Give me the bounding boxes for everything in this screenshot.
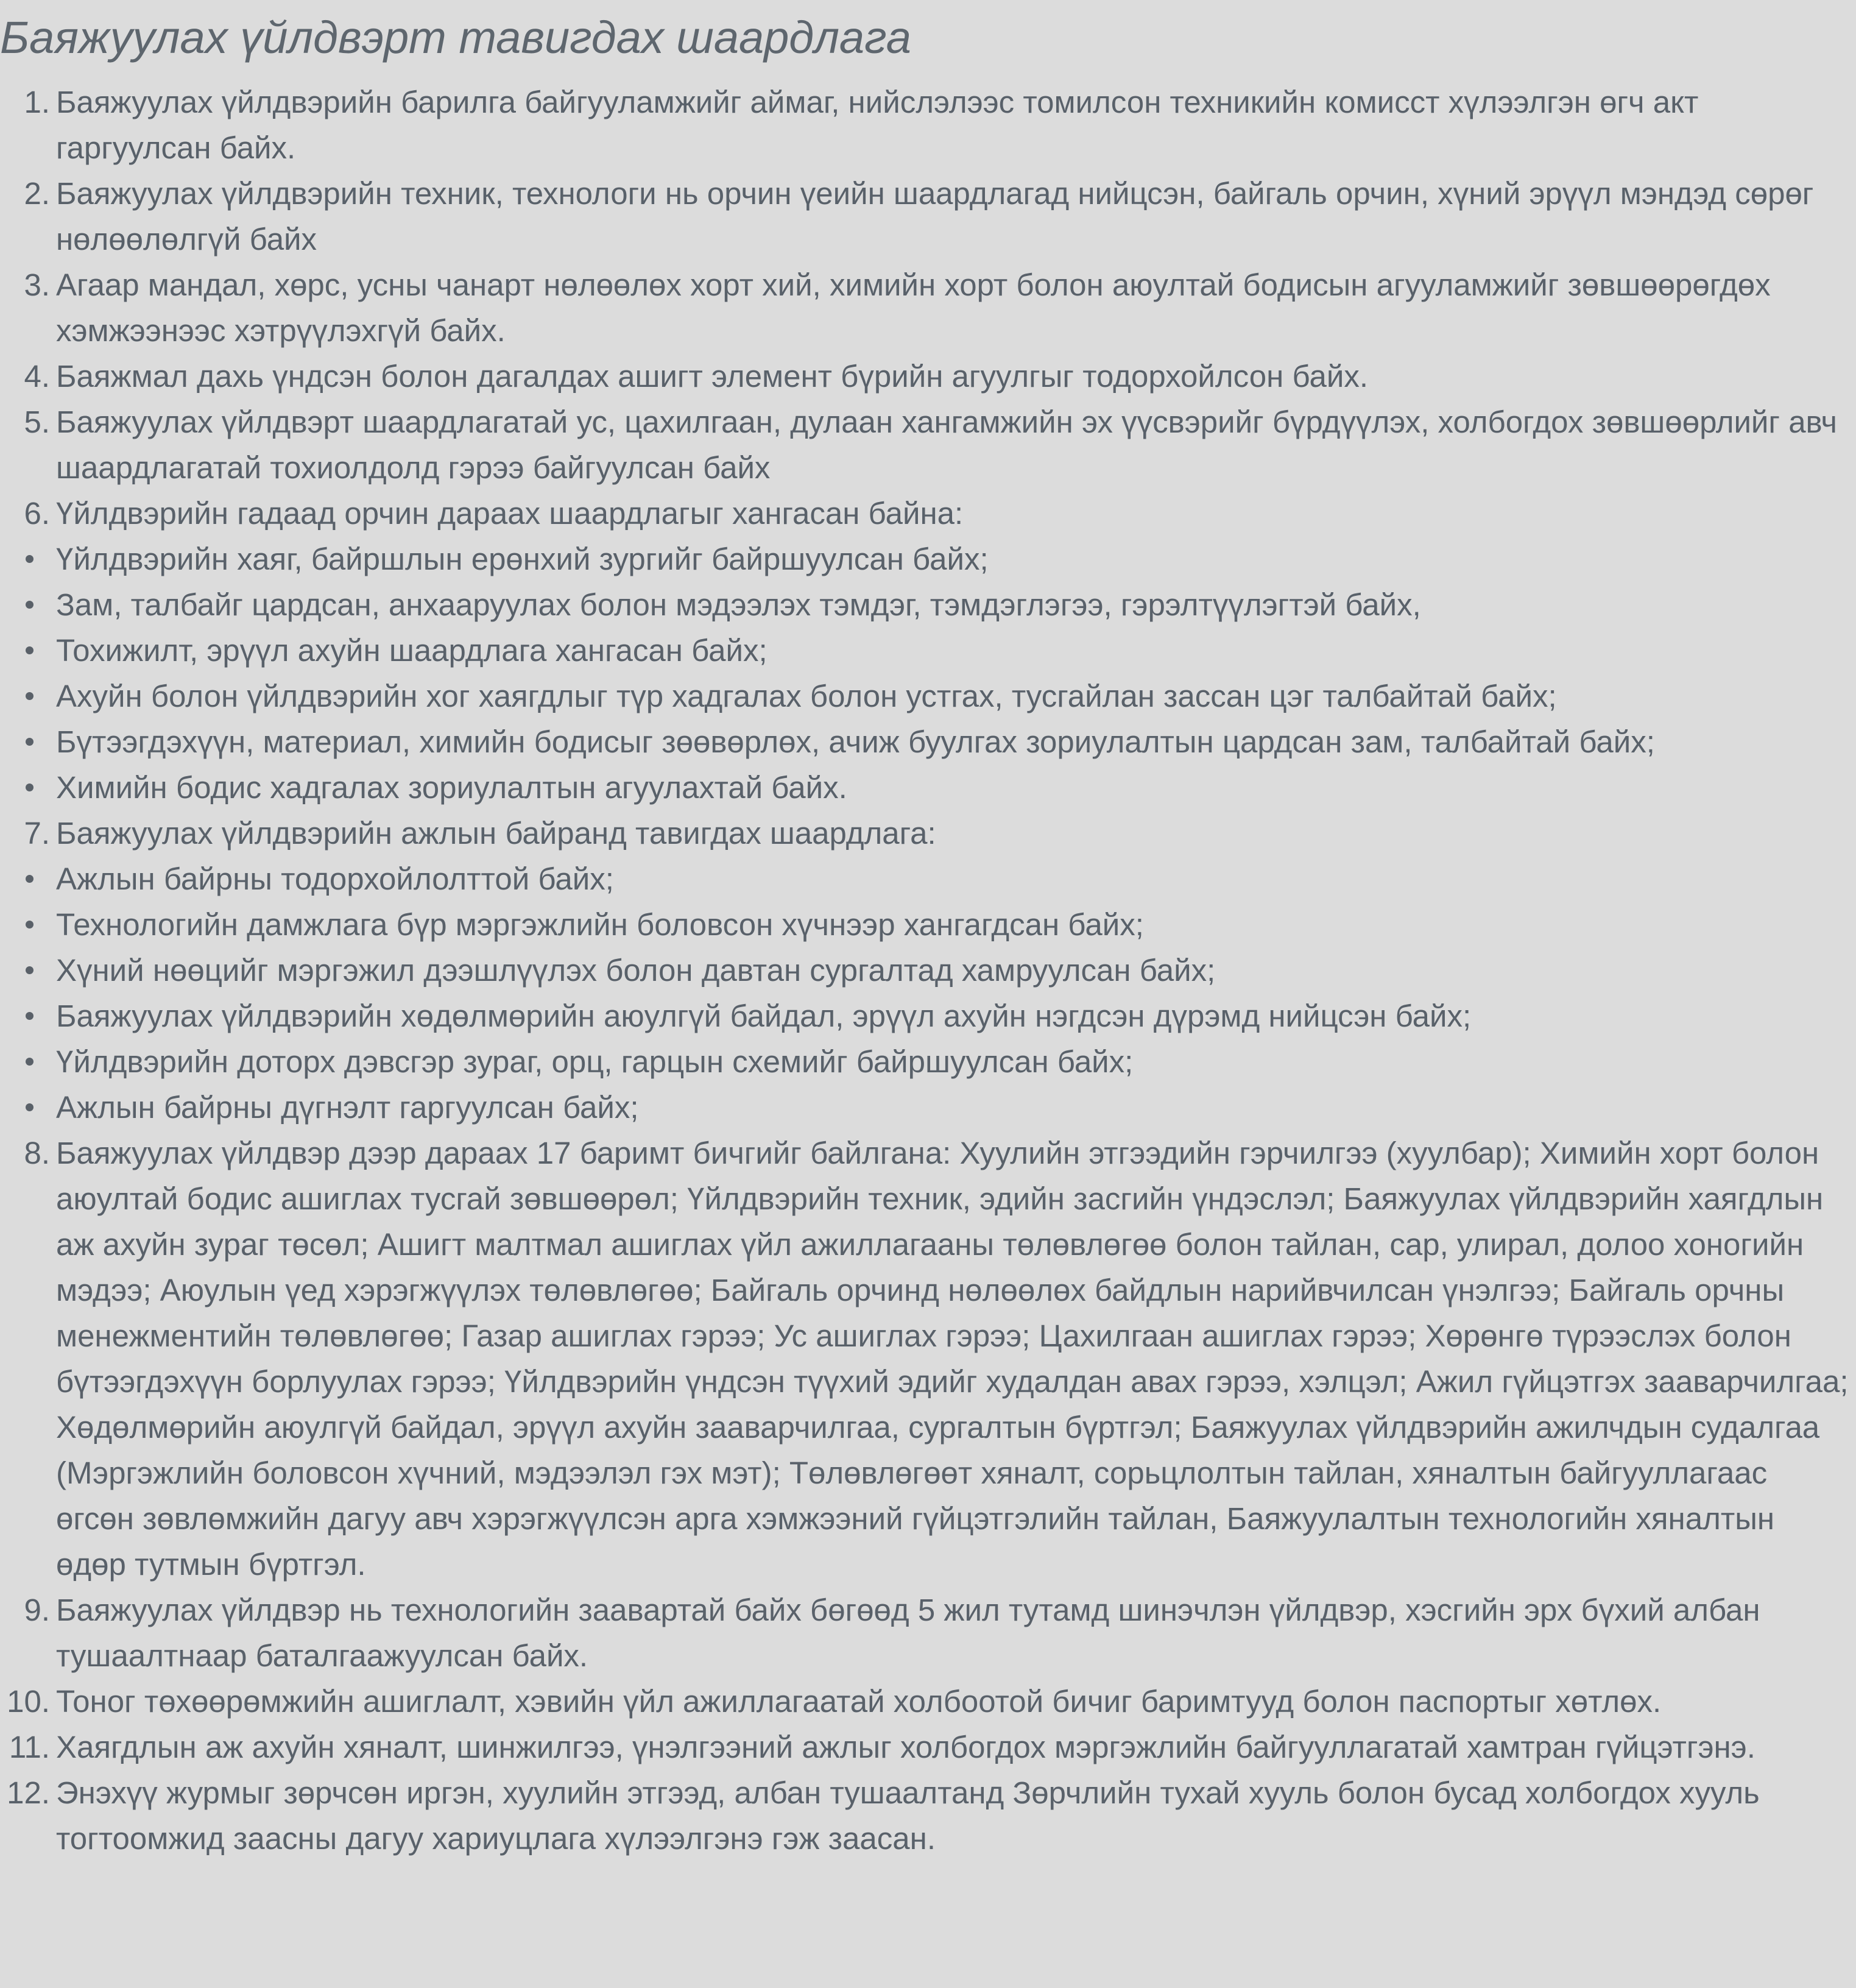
list-item-text: Баяжуулах үйлдвэр дээр дараах 17 баримт бичгийг байлгана: Хуулийн этгээдийн гэрчилгээ (хуулбар); Химийн хорт болон аюултай бодис ашиглах тусгай зөвшөөрөл; Үйлдвэрийн техник, эдийн засгийн үндэслэл; Баяжуулах үйлдвэрийн хаягдлын аж ахуйн зураг төсөл; Ашигт малтмал ашиглах үйл ажиллагааны төлөвлөгөө болон тайлан, сар, улирал, долоо хоногийн мэдээ; Аюулын үед хэрэгжүүлэх төлөвлөгөө; Байгаль орчинд нөлөөлөх байдлын нарийвчилсан үнэлгээ; Байгаль орчны менежментийн төлөвлөгөө; Газар ашиглах гэрээ; Ус ашиглах гэрээ; Цахилгаан ашиглах гэрээ; Хөрөнгө түрээслэх болон бүтээгдэхүүн борлуулах гэрээ; Үйлдвэрийн үндсэн түүхий эдийг худалдан авах гэрээ, хэлцэл; Ажил гүйцэтгэх зааварчилгаа; Хөдөлмөрийн аюулгүй байдал, эрүүл ахуйн зааварчилгаа, сургалтын бүртгэл; Баяжуулах үйлдвэрийн ажилчдын судалгаа (Мэргэжлийн боловсон хүчний, мэдээлэл гэх мэт); Төлөвлөгөөт хяналт, сорьцлолтын тайлан, хяналтын байгууллагаас өгсөн зөвлөмжийн дагуу авч хэрэгжүүлсэн арга хэмжээний гүйцэтгэлийн тайлан, Баяжуулалтын технологийн хяналтын өдөр тутмын бүртгэл. [56,1136,1849,1582]
list-item-text: Агаар мандал, хөрс, усны чанарт нөлөөлөх хорт хий, химийн хорт болон аюултай бодисын агууламжийг зөвшөөрөгдөх хэмжээнээс хэтрүүлэхгүй байх. [56,267,1771,348]
bullet-icon [26,555,34,563]
numbered-list-item [0,810,1856,856]
bullet-icon [26,646,34,654]
bullet-list-item [0,719,1856,765]
bullet-list-item [0,765,1856,810]
bullet-list-item [0,1084,1856,1130]
list-number: 2. [24,176,50,211]
list-item-text: Баяжуулах үйлдвэрийн барилга байгууламжийг аймаг, нийслэлээс томилсон техникийн комисст хүлээлгэн өгч акт гаргуулсан байх. [56,85,1699,165]
list-number: 11. [9,1730,50,1764]
bullet-list-item [0,1039,1856,1084]
numbered-list-item [0,171,1856,262]
list-item-text: Энэхүү журмыг зөрчсөн иргэн, хуулийн этгээд, албан тушаалтанд Зөрчлийн тухай хууль болон бусад холбогдох хууль тогтоомжид заасны дагуу хариуцлага хүлээлгэнэ гэж заасан. [56,1775,1760,1856]
list-item-text: Ажлын байрны дүгнэлт гаргуулсан байх; [56,1090,639,1125]
list-number: 6. [24,496,50,531]
requirements-list [0,79,1856,1861]
list-number: 12. [7,1775,50,1810]
bullet-icon [26,1058,34,1066]
list-item-text: Баяжуулах үйлдвэр нь технологийн зааварта​й байх бөгөөд 5 жил тутамд шинэчлэн үйлдвэр, хэсгийн эрх бүхий албан тушаалтнаар баталгаажуулсан байх. [56,1593,1760,1673]
list-number: 1. [24,85,50,119]
list-item-text: Хүний нөөцийг мэргэжил дээшлүүлэх болон давтан сургалтад хамруулсан байх; [56,953,1216,988]
numbered-list-item [0,490,1856,536]
list-item-text: Үйлдвэрийн гадаад орчин дараах шаардлагыг хангасан байна: [56,496,964,531]
list-item-text: Баяжуулах үйлдвэрт шаардлагатай ус, цахилгаан, дулаан хангамжийн эх үүсвэрийг бүрдүүлэх, холбогдох зөвшөөрлийг авч шаардлагатай тохиолдолд гэрээ байгуулсан байх [56,405,1837,485]
numbered-list-item [0,79,1856,171]
list-item-text: Технологийн дамжлага бүр мэргэжлийн боловсон хүчнээр хангагдсан байх; [56,907,1144,942]
list-item-text: Үйлдвэрийн хаяг, байршлын ерөнхий зургийг байршуулсан байх; [56,542,989,576]
list-number: 8. [24,1136,50,1170]
bullet-list-item [0,856,1856,902]
bullet-list-item [0,947,1856,993]
list-number: 4. [24,359,50,394]
bullet-icon [26,738,34,746]
bullet-icon [26,601,34,609]
numbered-list-item [0,1724,1856,1770]
list-number: 3. [24,267,50,302]
numbered-list-item [0,353,1856,399]
list-item-text: Зам, талбайг цардсан, анхааруулах болон мэдээлэх тэмдэг, тэмдэглэгээ, гэрэлтүүлэгтэй байх, [56,587,1421,622]
list-item-text: Тохижилт, эрүүл ахуйн шаардлага хангасан байх; [56,633,767,668]
numbered-list-item [0,1587,1856,1678]
list-number: 5. [24,405,50,439]
numbered-list-item [0,262,1856,353]
bullet-icon [26,1103,34,1111]
bullet-list-item [0,673,1856,719]
bullet-icon [26,1012,34,1020]
list-item-text: Бүтээгдэхүүн, материал, химийн бодисыг зөөвөрлөх, ачиж буулгах зориулалтын цардсан зам, талбайтай байх; [56,724,1655,759]
bullet-list-item [0,628,1856,673]
list-item-text: Хаягдлын аж ахуйн хяналт, шинжилгээ, үнэлгээний ажлыг холбогдох мэргэжлийн байгууллагатай хамтран гүйцэтгэнэ. [56,1730,1755,1764]
numbered-list-item [0,1130,1856,1587]
numbered-list-item [0,399,1856,490]
numbered-list-item [0,1678,1856,1724]
bullet-icon [26,875,34,883]
list-item-text: Химийн бодис хадгалах зориулалтын агуулахтай байх. [56,770,847,805]
bullet-icon [26,966,34,974]
bullet-icon [26,784,34,791]
list-number: 7. [24,816,50,851]
bullet-list-item [0,902,1856,947]
bullet-list-item [0,993,1856,1039]
list-item-text: Баяжмал дахь үндсэн болон дагалдах ашигт элемент бүрийн агуулгыг тодорхойлсон байх. [56,359,1369,394]
page-title: Баяжуулах үйлдвэрт тавигдах шаардлага [0,12,911,63]
list-item-text: Ахуйн болон үйлдвэрийн хог хаягдлыг түр хадгалах болон устгах, тусгайлан зассан цэг талбайтай байх; [56,679,1557,713]
list-number: 10. [7,1684,50,1719]
bullet-icon [26,921,34,929]
bullet-icon [26,692,34,700]
list-number: 9. [24,1593,50,1627]
list-item-text: Үйлдвэрийн доторх дэвсгэр зураг, орц, гарцын схемийг байршуулсан байх; [56,1044,1134,1079]
list-item-text: Тоног төхөөрөмжийн ашиглалт, хэвийн үйл ажиллагаатай холбоотой бичиг баримтууд болон паспортыг хөтлөх. [56,1684,1662,1719]
list-item-text: Баяжуулах үйлдвэрийн хөдөлмөрийн аюулгүй байдал, эрүүл ахуйн нэгдсэн дүрэмд нийцсэн байх; [56,999,1472,1033]
list-item-text: Баяжуулах үйлдвэрийн ажлын байранд тавигдах шаардлага: [56,816,936,851]
bullet-list-item [0,536,1856,582]
bullet-list-item [0,582,1856,628]
list-item-text: Ажлын байрны тодорхойлолттой байх; [56,861,614,896]
numbered-list-item [0,1770,1856,1861]
list-item-text: Баяжуулах үйлдвэрийн техник, технологи нь орчин үеийн шаардлагад нийцсэн, байгаль орчин, хүний эрүүл мэндэд сөрөг нөлөөлөлгүй байх [56,176,1814,256]
